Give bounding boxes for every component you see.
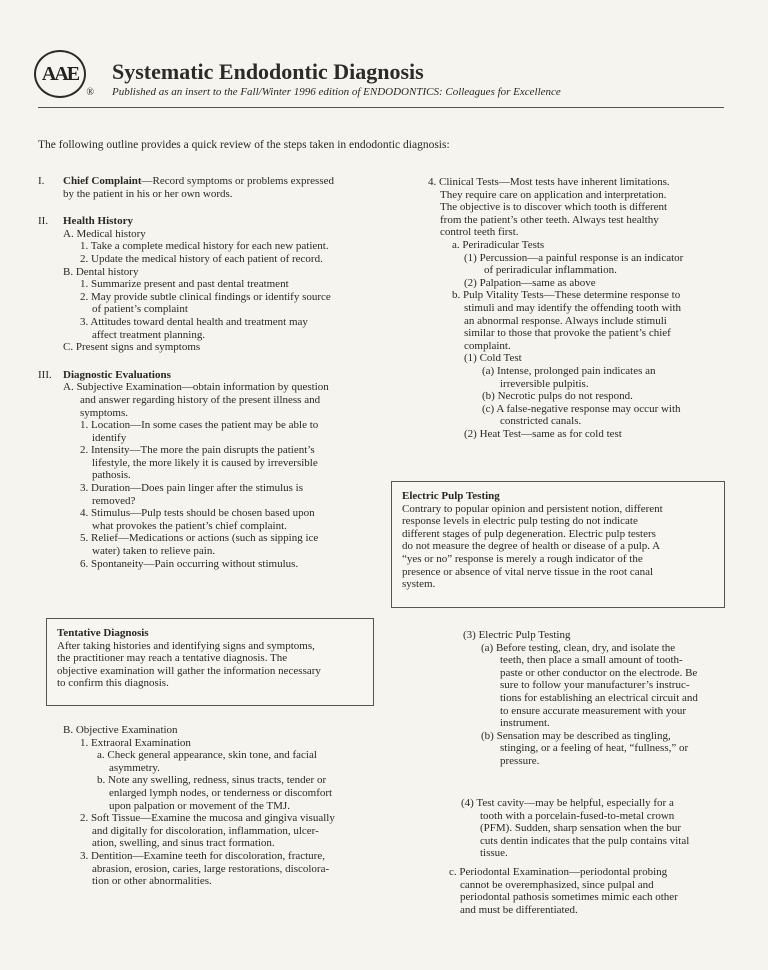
electric-pulp-testing-steps [463, 629, 733, 768]
box-title: Tentative Diagnosis [57, 627, 149, 639]
outline-line: a. Check general appearance, skin tone, and facial [97, 749, 317, 762]
outline-line: (4) Test cavity—may be helpful, especially for a [461, 797, 674, 809]
outline-line: (PFM). Sudden, sharp sensation when the bur [480, 822, 682, 835]
outline-line: 2. Intensity—The more the pain disrupts the patient’s [80, 444, 315, 457]
outline-line: (b) Sensation may be described as tingling, [481, 729, 671, 742]
outline-line: of periradicular inflammation. [484, 264, 617, 277]
outline-line: 6. Spontaneity—Pain occurring without stimulus. [80, 557, 299, 570]
outline-line: (3) Electric Pulp Testing [463, 629, 571, 641]
outline-line: 2. Update the medical history of each patient of record. [80, 252, 323, 265]
section-title: Chief Complaint [63, 175, 142, 187]
outline-line: (1) Percussion—a painful response is an indicator [464, 251, 684, 264]
outline-line: cuts dentin indicates that the pulp contains vital [480, 834, 690, 847]
outline-line: affect treatment planning. [92, 328, 206, 341]
box-line: to confirm this diagnosis. [57, 677, 169, 690]
outline-line: 1. Location—In some cases the patient may be able to [80, 419, 319, 432]
section-title: Diagnostic Evaluations [63, 368, 171, 381]
outline-line: They require care on application and interpretation. [440, 188, 667, 201]
outline-line: teeth, then place a small amount of tooth- [500, 654, 683, 667]
outline-line: ation, swelling, and sinus tract formation. [92, 837, 275, 850]
outline-line: and answer regarding history of the present illness and [80, 393, 321, 406]
aae-logo [34, 50, 94, 98]
outline-line: tissue. [480, 847, 508, 860]
outline-line: 1. Summarize present and past dental treatment [80, 278, 289, 291]
box-line: system. [402, 578, 436, 591]
outline-line: 1. Take a complete medical history for each new patient. [80, 240, 329, 253]
box-title: Electric Pulp Testing [402, 490, 500, 502]
box-line: presence or absence of vital nerve tissue in the root canal [402, 565, 654, 578]
outline-line: cannot be overemphasized, since pulpal and [460, 878, 654, 891]
section-title: Health History [63, 215, 133, 228]
box-line: objective examination will gather the information necessary [57, 664, 321, 677]
box-line: different stages of pulp degeneration. Electric pulp testers [402, 527, 656, 540]
outline-line: 3. Dentition—Examine teeth for discoloration, fracture, [80, 849, 325, 862]
outline-line: similar to those that provoke the patient’s chief [464, 327, 671, 340]
outline-line: what provokes the patient’s chief complaint. [92, 519, 287, 532]
page-title: Systematic Endodontic Diagnosis [112, 59, 424, 84]
outline-line: b. Pulp Vitality Tests—These determine response to [452, 289, 681, 302]
section-number: I. [38, 175, 45, 187]
outline-line: upon palpation or movement of the TMJ. [109, 799, 290, 812]
outline-line: 3. Duration—Does pain linger after the stimulus is [80, 482, 304, 495]
outline-line: instrument. [500, 717, 550, 730]
outline-line: (1) Cold Test [464, 352, 522, 365]
outline-line: (a) Intense, prolonged pain indicates an [482, 364, 656, 377]
outline-line: enlarged lymph nodes, or tenderness or discomfort [109, 786, 333, 799]
box-line: do not measure the degree of health or disease of a pulp. A [402, 540, 661, 553]
outline-line: tion or other abnormalities. [92, 875, 212, 888]
outline-line: of patient’s complaint [92, 303, 188, 316]
outline-line: c. Periodontal Examination—periodontal probing [449, 866, 668, 878]
section-number: III. [38, 368, 52, 381]
outline-line: and must be differentiated. [460, 903, 578, 916]
outline-line: A. Subjective Examination—obtain information by question [63, 381, 329, 394]
logo-text: AAE [41, 62, 79, 85]
outline-line: irreversible pulpitis. [500, 377, 589, 390]
outline-line: (b) Necrotic pulps do not respond. [482, 390, 633, 403]
box-line: Contrary to popular opinion and persistent notion, different [402, 502, 663, 515]
outline-line: 2. Soft Tissue—Examine the mucosa and gingiva visually [80, 812, 335, 825]
outline-line: an abnormal response. Always include stimuli [464, 314, 667, 327]
outline-line: to ensure accurate measurement with your [500, 704, 687, 717]
outline-line: lifestyle, the more likely it is caused by irreversible [92, 456, 318, 469]
outline-line: The objective is to discover which tooth is different [440, 201, 668, 214]
outline-line: removed? [92, 494, 136, 507]
outline-line: A. Medical history [63, 227, 146, 240]
outline-line: 1. Extraoral Examination [80, 736, 191, 749]
outline-line: 2. May provide subtle clinical findings or identify source [80, 290, 331, 303]
outline-line: paste or other conductor on the electrode. Be [500, 666, 698, 679]
outline-line: (2) Heat Test—same as for cold test [464, 427, 622, 440]
outline-line: B. Dental history [63, 265, 139, 278]
outline-line: C. Present signs and symptoms [63, 341, 201, 354]
electric-pulp-testing-box [391, 481, 725, 608]
outline-line: symptoms. [80, 406, 128, 419]
left-column [38, 175, 378, 570]
section-line: —Record symptoms or problems expressed [141, 175, 334, 187]
section-chief-complaint [38, 175, 378, 200]
outline-line: 3. Attitudes toward dental health and treatment may [80, 315, 308, 328]
page-subtitle: Published as an insert to the Fall/Winter 1996 edition of ENDODONTICS: Colleagues for Excellence [112, 86, 561, 98]
outline-line: 4. Stimulus—Pulp tests should be chosen based upon [80, 507, 315, 520]
outline-line: complaint. [464, 339, 511, 352]
box-line: After taking histories and identifying signs and symptoms, [57, 639, 315, 652]
outline-line: B. Objective Examination [63, 724, 178, 736]
box-line: response levels in electric pulp testing do not indicate [402, 515, 638, 528]
section-diagnostic-evaluations [38, 369, 378, 571]
outline-line: (c) A false-negative response may occur with [482, 402, 681, 415]
tentative-diagnosis-box [46, 618, 374, 706]
outline-line: periodontal pathosis sometimes mimic each other [460, 891, 678, 904]
intro-text: The following outline provides a quick review of the steps taken in endodontic diagnosis: [38, 139, 450, 151]
section-health-history [38, 215, 378, 354]
periodontal-examination [449, 866, 733, 916]
test-cavity [461, 797, 733, 860]
clinical-tests [428, 176, 728, 440]
outline-line: b. Note any swelling, redness, sinus tracts, tender or [97, 774, 327, 787]
box-line: “yes or no” response is merely a rough indicator of the [402, 552, 643, 565]
outline-line: 4. Clinical Tests—Most tests have inherent limitations. [428, 176, 670, 188]
registered-mark: ® [86, 87, 94, 98]
outline-line: stinging, or a feeling of heat, “fullness,” or [500, 742, 689, 755]
outline-line: from the patient’s other teeth. Always test healthy [440, 213, 659, 226]
outline-line: tooth with a porcelain-fused-to-metal crown [480, 809, 675, 822]
outline-line: stimuli and may identify the offending tooth with [464, 301, 682, 314]
header-divider [38, 107, 724, 108]
section-number: II. [38, 215, 49, 228]
outline-line: 5. Relief—Medications or actions (such as sipping ice [80, 532, 319, 545]
outline-line: (a) Before testing, clean, dry, and isolate the [481, 641, 676, 654]
outline-line: and digitally for discoloration, inflammation, ulcer- [92, 824, 319, 837]
outline-line: control teeth first. [440, 226, 519, 239]
box-line: the practitioner may reach a tentative diagnosis. The [57, 652, 288, 665]
outline-line: pathosis. [92, 469, 131, 482]
outline-line: constricted canals. [500, 415, 582, 428]
outline-line: water) taken to relieve pain. [92, 545, 216, 558]
objective-examination [63, 724, 383, 888]
outline-line: identify [92, 431, 127, 444]
section-line: by the patient in his or her own words. [63, 187, 233, 200]
outline-line: asymmetry. [109, 761, 160, 774]
outline-line: a. Periradicular Tests [452, 238, 545, 251]
outline-line: pressure. [500, 754, 540, 767]
outline-line: abrasion, erosion, caries, large restorations, discolora- [92, 862, 330, 875]
outline-line: tions for establishing an electrical circuit and [500, 691, 698, 704]
outline-line: sure to follow your manufacturer’s instruc- [500, 679, 690, 692]
outline-line: (2) Palpation—same as above [464, 276, 596, 289]
